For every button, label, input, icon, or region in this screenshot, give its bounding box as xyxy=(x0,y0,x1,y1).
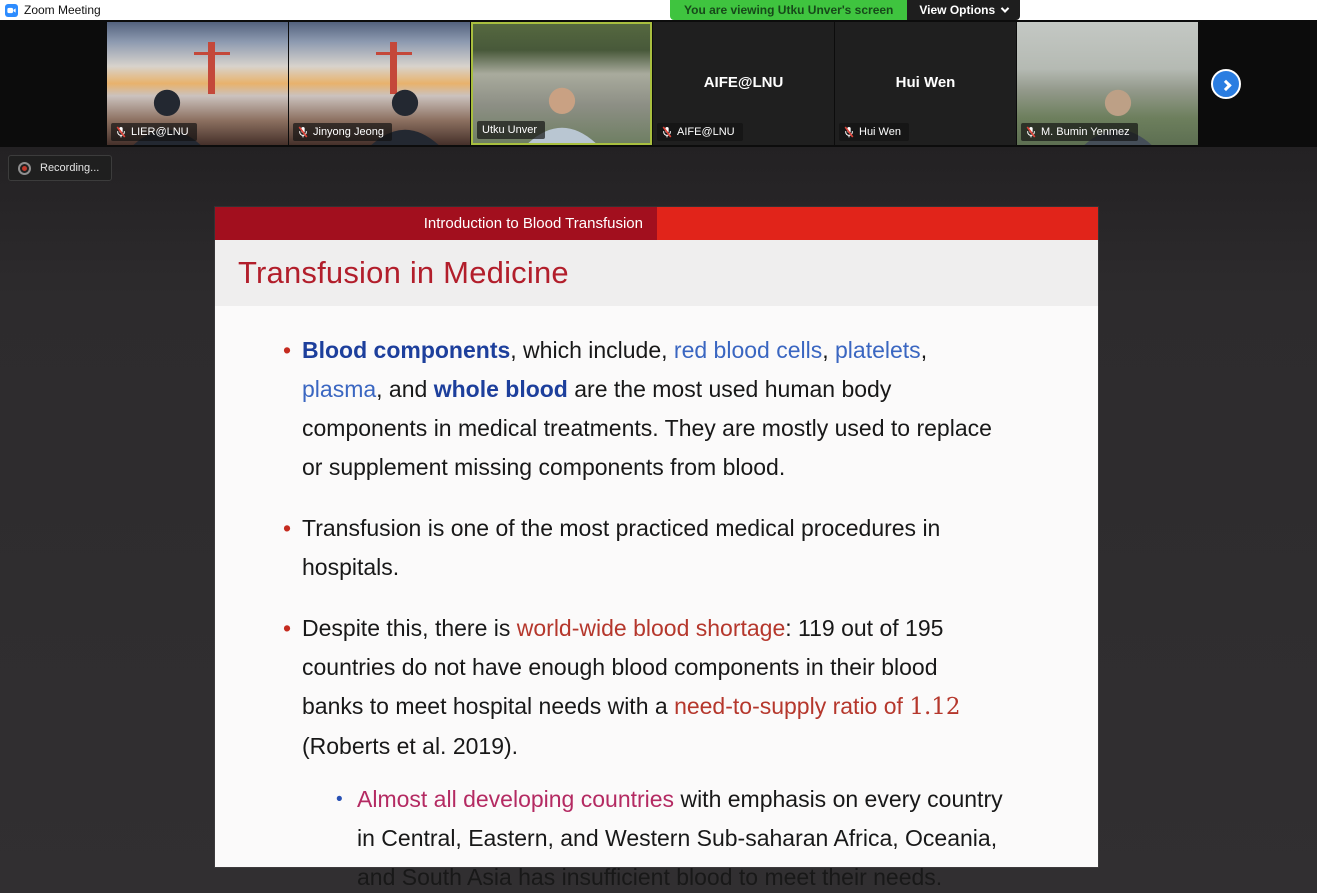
bullet-marker-icon: • xyxy=(283,615,292,641)
mic-muted-icon xyxy=(298,126,308,138)
mic-muted-icon xyxy=(662,126,672,138)
bullet-item: • Blood components, which include, red blood cells, platelets, plasma, and whole blood are the most used human body components in medical treatments. They are mostly used to replace or supplement missing components from blood. xyxy=(215,331,1098,487)
recording-indicator xyxy=(8,155,112,181)
participant-tile[interactable] xyxy=(835,22,1016,145)
participant-name-label: Jinyong Jeong xyxy=(293,123,392,141)
participant-name-center: Hui Wen xyxy=(895,73,956,91)
bullet-marker-icon: • xyxy=(336,789,343,810)
participant-tile[interactable] xyxy=(107,22,288,145)
bullet-item: • Almost all developing countries with emphasis on every country in Central, Eastern, and Western Sub-saharan Africa, Oceania, and South Asia has insufficient blood to meet their needs. xyxy=(215,780,1098,893)
slide-title-band xyxy=(215,240,1098,306)
shared-screen-area xyxy=(0,147,1317,893)
slide-header-accent xyxy=(657,207,1098,240)
slide-section-title: Introduction to Blood Transfusion xyxy=(215,207,657,240)
mic-muted-icon xyxy=(1026,126,1036,138)
participants-strip xyxy=(0,20,1317,147)
participant-name-label: LIER@LNU xyxy=(111,123,197,141)
slide-title: Transfusion in Medicine xyxy=(238,255,569,290)
window-title: Zoom Meeting xyxy=(24,3,101,17)
bullet-marker-icon: • xyxy=(283,337,292,363)
bullet-item: • Despite this, there is world-wide blood shortage: 119 out of 195 countries do not have enough blood components in their blood banks to meet hospital needs with a need-to-supply ratio of 1.12 (Roberts et al. 2019). xyxy=(215,609,1098,766)
bullet-marker-icon: • xyxy=(283,515,292,541)
participant-name-label: AIFE@LNU xyxy=(657,123,743,141)
chevron-down-icon xyxy=(1001,4,1009,12)
bullet-item: • Transfusion is one of the most practiced medical procedures in hospitals. xyxy=(215,509,1098,587)
view-options-button[interactable] xyxy=(907,0,1020,20)
participant-tile[interactable] xyxy=(289,22,470,145)
participant-name-label: M. Bumin Yenmez xyxy=(1021,123,1138,141)
presentation-slide xyxy=(215,207,1098,890)
participant-tile[interactable] xyxy=(471,22,652,145)
slide-bullets xyxy=(215,306,1098,893)
view-options-label: View Options xyxy=(919,3,996,17)
next-participants-button[interactable] xyxy=(1211,69,1241,99)
mic-muted-icon xyxy=(844,126,854,138)
participant-tile[interactable] xyxy=(1017,22,1198,145)
recording-dot-icon xyxy=(18,162,31,175)
chevron-right-icon xyxy=(1220,80,1231,91)
mic-muted-icon xyxy=(116,126,126,138)
participant-name-label: Hui Wen xyxy=(839,123,909,141)
participant-tile[interactable] xyxy=(653,22,834,145)
participant-name-label: Utku Unver xyxy=(477,121,545,139)
window-titlebar xyxy=(0,0,1317,20)
participant-name-center: AIFE@LNU xyxy=(703,73,784,91)
recording-label: Recording... xyxy=(40,162,100,174)
zoom-app-icon xyxy=(5,4,18,17)
share-banner xyxy=(670,0,1020,20)
slide-header-bar xyxy=(215,207,1098,240)
viewing-banner: You are viewing Utku Unver's screen xyxy=(670,0,907,20)
